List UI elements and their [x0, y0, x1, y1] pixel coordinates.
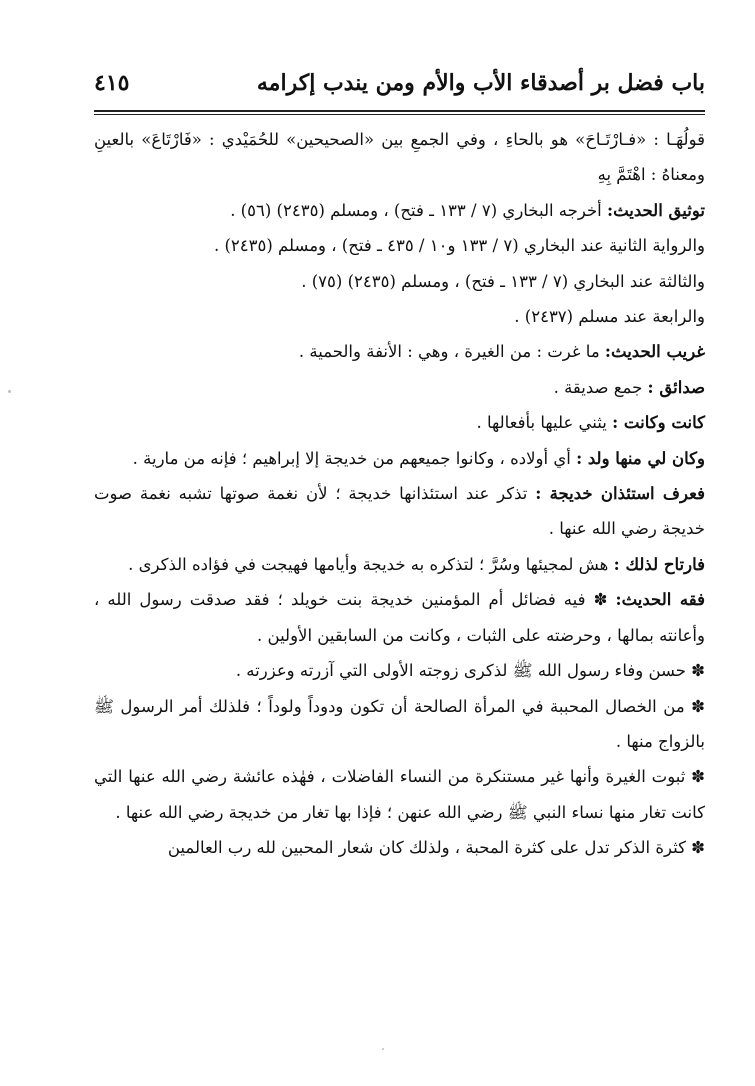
paragraph-text: هش لمجيئها وسُرَّ ؛ لتذكره به خديجة وأيامها فهيجت في فؤاده الذكرى .: [128, 554, 614, 574]
paragraph: [94, 299, 705, 334]
paragraph-label: توثيق الحديث:: [606, 200, 705, 220]
page-header: [94, 64, 705, 106]
paragraph: [94, 228, 705, 263]
paragraph-label: فعرف استئذان خديجة :: [535, 484, 705, 504]
paragraph-text: قولُهَـا : «فـارْتَـاحَ» هو بالحاءِ ، وفي الجمعِ بين «الصحيحين» للحُمَيْدي : «فَارْتَاعَ» بالعينِ ومعناهُ : اهْتَمَّ بِهِ: [94, 130, 705, 185]
paragraph: [94, 122, 705, 193]
paragraph: [94, 582, 705, 653]
page-number: ٤١٥: [94, 70, 130, 96]
paragraph-label: كانت وكانت :: [612, 413, 705, 433]
paragraph-label: فقه الحديث:: [615, 590, 705, 610]
paragraph: [94, 653, 705, 688]
scan-speck: [8, 390, 11, 393]
paragraph: [94, 193, 705, 228]
paragraph-text: يثني عليها بأفعالها .: [476, 413, 613, 433]
paragraph: [94, 476, 705, 547]
paragraph: [94, 334, 705, 369]
paragraph: [94, 405, 705, 440]
paragraph-text: جمع صديقة .: [553, 377, 648, 397]
paragraph-text: ✽ حسن وفاء رسول الله ﷺ لذكرى زوجته الأولى التي آزرته وعزرته .: [235, 661, 705, 681]
paragraph-text: والرابعة عند مسلم (٢٤٣٧) .: [514, 307, 705, 327]
paragraph-label: وكان لي منها ولد :: [576, 448, 705, 468]
scan-speck: [382, 1048, 384, 1050]
paragraph-text: والرواية الثانية عند البخاري (٧ / ١٣٣ و١٠ / ٤٣٥ ـ فتح) ، ومسلم (٢٤٣٥) .: [213, 236, 705, 256]
paragraph: [94, 441, 705, 476]
paragraph-text: أخرجه البخاري (٧ / ١٣٣ ـ فتح) ، ومسلم (٢٤٣٥) (٥٦) .: [230, 200, 607, 220]
paragraph: [94, 689, 705, 760]
chapter-title: باب فضل بر أصدقاء الأب والأم ومن يندب إكرامه: [256, 70, 705, 96]
paragraph-text: ✽ كثرة الذكر تدل على كثرة المحبة ، ولذلك كان شعار المحبين لله رب العالمين: [167, 838, 705, 858]
paragraph: [94, 370, 705, 405]
paragraph: [94, 759, 705, 830]
paragraph: [94, 830, 705, 865]
paragraph-text: والثالثة عند البخاري (٧ / ١٣٣ ـ فتح) ، ومسلم (٢٤٣٥) (٧٥) .: [301, 271, 705, 291]
paragraph: [94, 264, 705, 299]
header-divider: [94, 110, 705, 115]
paragraph: [94, 547, 705, 582]
paragraph-text: أي أولاده ، وكانوا جميعهم من خديجة إلا إبراهيم ؛ فإنه من مارية .: [132, 448, 577, 468]
paragraph-text: ✽ فيه فضائل أم المؤمنين خديجة بنت خويلد ؛ فقد صدقت رسول الله ، وأعانته بمالها ، وحرضته على الثبات ، وكانت من السابقين الأولين .: [94, 590, 705, 645]
paragraph-text: ✽ ثبوت الغيرة وأنها غير مستنكرة من النساء الفاضلات ، فهٰذه عائشة رضي الله عنها التي كانت تغار منها نساء النبي ﷺ رضي الله عنهن ؛ فإذا بها تغار من خديجة رضي الله عنها .: [94, 767, 705, 822]
paragraph-text: ما غرت : من الغيرة ، وهي : الأنفة والحمية .: [298, 342, 605, 362]
paragraph-text: تذكر عند استئذانها خديجة ؛ لأن نغمة صوتها تشبه نغمة صوت خديجة رضي الله عنها .: [94, 484, 705, 539]
paragraph-label: صدائق :: [647, 377, 705, 397]
page-body: [94, 122, 705, 866]
paragraph-text: ✽ من الخصال المحببة في المرأة الصالحة أن تكون ودوداً ولوداً ؛ فلذلك أمر الرسول ﷺ بالزواج منها .: [94, 696, 705, 751]
paragraph-label: فارتاح لذلك :: [613, 554, 705, 574]
paragraph-label: غريب الحديث:: [604, 342, 705, 362]
